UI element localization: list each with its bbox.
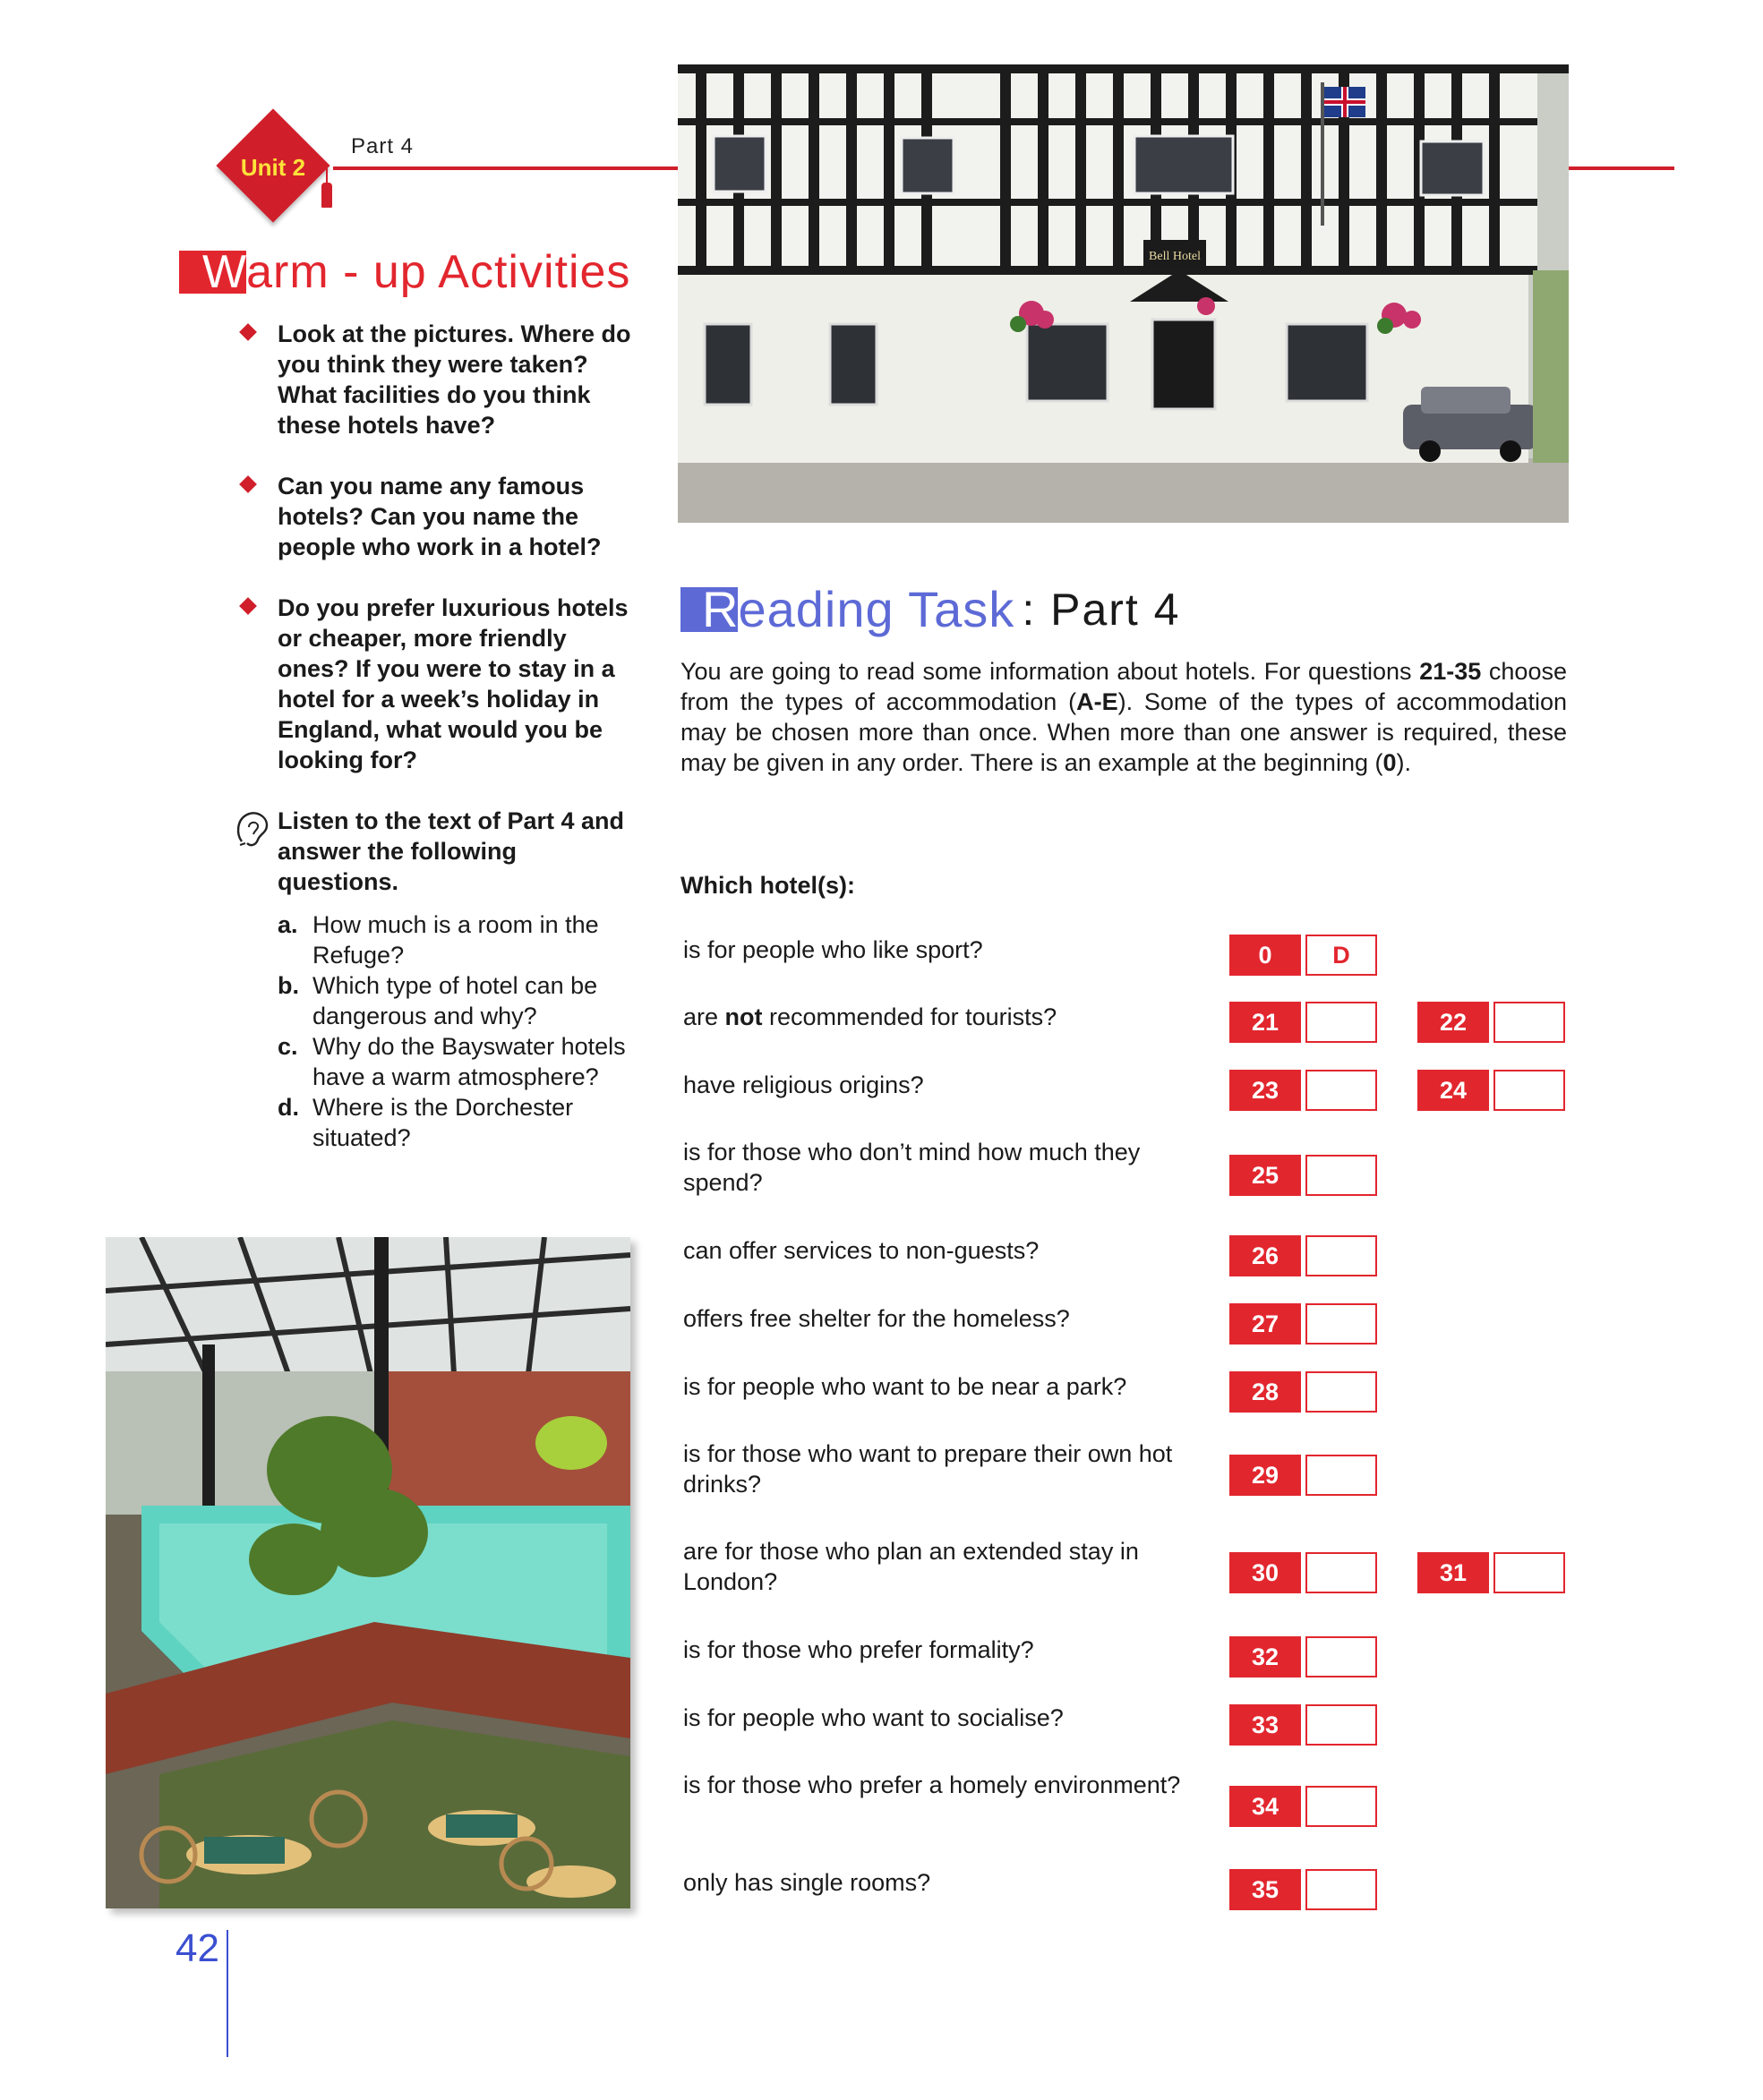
warmup-bullet-text: Look at the pictures. Where do you think they were taken? What facilities do you think these hotels have?: [278, 320, 631, 439]
question-number: 30: [1229, 1552, 1301, 1593]
intro-example: 0: [1382, 749, 1397, 776]
page-number-rule: [227, 1930, 228, 2057]
warmup-bullet-text: Can you name any famous hotels? Can you name the people who work in a hotel?: [278, 473, 602, 560]
warmup-bullet: [240, 593, 634, 775]
listen-text: Listen to the text of Part 4 and answer the following questions.: [278, 807, 625, 895]
question-letter: d.: [278, 1094, 299, 1121]
answer-box[interactable]: [1305, 1455, 1377, 1496]
question-number: 27: [1229, 1303, 1301, 1345]
question-text-emphasis: not: [724, 1003, 763, 1030]
warmup-list: [240, 319, 634, 1153]
question-text: [683, 1002, 1194, 1032]
question-text: is for people who want to be near a park?: [683, 1373, 1127, 1400]
question-row: [278, 1031, 634, 1092]
question-number: 34: [1229, 1786, 1301, 1827]
intro-types: A-E: [1076, 688, 1118, 715]
question-number: 33: [1229, 1704, 1301, 1746]
answer-box[interactable]: [1493, 1070, 1565, 1111]
answer-box[interactable]: [1305, 1636, 1377, 1677]
question-text-part: recommended for tourists?: [762, 1003, 1057, 1030]
question-number: 29: [1229, 1455, 1301, 1496]
answer-box[interactable]: [1305, 1371, 1377, 1413]
reading-title-initial: R: [680, 587, 738, 632]
question-text: offers free shelter for the homeless?: [683, 1305, 1070, 1332]
question-text: only has single rooms?: [683, 1869, 931, 1896]
reading-instructions: [680, 656, 1567, 778]
question-number: 28: [1229, 1371, 1301, 1413]
question-text: is for those who want to prepare their own hot drinks?: [683, 1440, 1173, 1498]
reading-title-rest: eading Task: [738, 581, 1015, 637]
hotel-atrium-photo: [106, 1237, 630, 1908]
question-row: [278, 1092, 634, 1153]
tudor-hotel-illustration: [678, 64, 1569, 523]
question-text: is for those who prefer formality?: [683, 1636, 1034, 1663]
question-number: 31: [1417, 1552, 1489, 1593]
hotel-exterior-photo: [678, 64, 1569, 523]
answer-box[interactable]: [1305, 1869, 1377, 1910]
question-number: 24: [1417, 1070, 1489, 1111]
question-number: 35: [1229, 1869, 1301, 1910]
page-number: 42: [175, 1926, 219, 1970]
header-rule-right: [1569, 166, 1674, 170]
question-number: 32: [1229, 1636, 1301, 1677]
diamond-bullet-icon: [239, 323, 257, 341]
tassel-icon: [321, 168, 333, 208]
answer-box[interactable]: [1305, 1002, 1377, 1043]
listening-ear-icon: [233, 807, 272, 850]
question-row: [278, 909, 634, 970]
warmup-title-rest: arm - up Activities: [246, 246, 631, 298]
reading-title-part: : Part 4: [1022, 585, 1181, 635]
question-text-part: are: [683, 1003, 725, 1030]
question-text: is for people who want to socialise?: [683, 1704, 1064, 1731]
unit-badge: [224, 116, 335, 227]
answer-box[interactable]: [1493, 1002, 1565, 1043]
part-label: Part 4: [351, 134, 415, 158]
question-number: 26: [1229, 1235, 1301, 1276]
question-number: 23: [1229, 1070, 1301, 1111]
intro-text: You are going to read some information about hotels. For questions: [680, 658, 1420, 685]
diamond-bullet-icon: [239, 597, 257, 615]
question-number: 25: [1229, 1155, 1301, 1196]
question-text: is for those who prefer a homely environment?: [683, 1771, 1181, 1798]
hotel-sign-text: Bell Hotel: [1149, 250, 1201, 263]
answer-box[interactable]: [1305, 1786, 1377, 1827]
intro-text: ).: [1396, 749, 1412, 776]
question-text: are for those who plan an extended stay in London?: [683, 1538, 1139, 1595]
listen-instruction: [240, 806, 634, 897]
question-text: have religious origins?: [683, 1071, 924, 1098]
answer-box[interactable]: [1493, 1552, 1565, 1593]
diamond-bullet-icon: [239, 475, 257, 493]
answer-box[interactable]: [1305, 1235, 1377, 1276]
question-letter: c.: [278, 1033, 298, 1060]
answer-box[interactable]: [1305, 1070, 1377, 1111]
question-row: [278, 970, 634, 1031]
answer-box[interactable]: [1305, 1155, 1377, 1196]
question-text: Which type of hotel can be dangerous and why?: [312, 972, 598, 1029]
warmup-bullet-text: Do you prefer luxurious hotels or cheaper, more friendly ones? If you were to stay in a hotel for a week’s holiday in England, what would you be looking for?: [278, 594, 629, 773]
warmup-bullet: [240, 319, 634, 440]
answer-box[interactable]: [1305, 1552, 1377, 1593]
answer-box[interactable]: [1305, 1303, 1377, 1345]
warmup-title: [179, 243, 630, 301]
question-number: 22: [1417, 1002, 1489, 1043]
listening-questions: [240, 909, 634, 1153]
warmup-bullet: [240, 471, 634, 562]
unit-label: Unit 2: [240, 154, 306, 181]
question-text: is for those who don’t mind how much they spend?: [683, 1139, 1141, 1196]
intro-text: choose from the types of accommodation (: [680, 658, 1567, 715]
answer-box[interactable]: D: [1305, 935, 1377, 976]
question-text: Why do the Bayswater hotels have a warm atmosphere?: [312, 1033, 626, 1090]
reading-task-title: [680, 573, 1181, 637]
which-hotel-heading: Which hotel(s):: [680, 872, 855, 899]
intro-range: 21-35: [1419, 658, 1482, 685]
answer-box[interactable]: [1305, 1704, 1377, 1746]
warmup-title-initial: W: [179, 251, 246, 294]
header-rule: [333, 166, 678, 170]
question-text: Where is the Dorchester situated?: [312, 1094, 574, 1151]
intro-text: ). Some of the types of accommodation may be chosen more than once. When more than one answer is required, these may be given in any order. There is an example at the beginning (: [680, 688, 1567, 776]
question-text: can offer services to non-guests?: [683, 1237, 1040, 1264]
question-text: How much is a room in the Refuge?: [312, 911, 599, 969]
question-number: 21: [1229, 1002, 1301, 1043]
atrium-pool-illustration: [106, 1237, 630, 1908]
question-letter: b.: [278, 972, 299, 999]
question-text: is for people who like sport?: [683, 936, 983, 963]
question-number: 0: [1229, 935, 1301, 976]
question-letter: a.: [278, 911, 298, 938]
